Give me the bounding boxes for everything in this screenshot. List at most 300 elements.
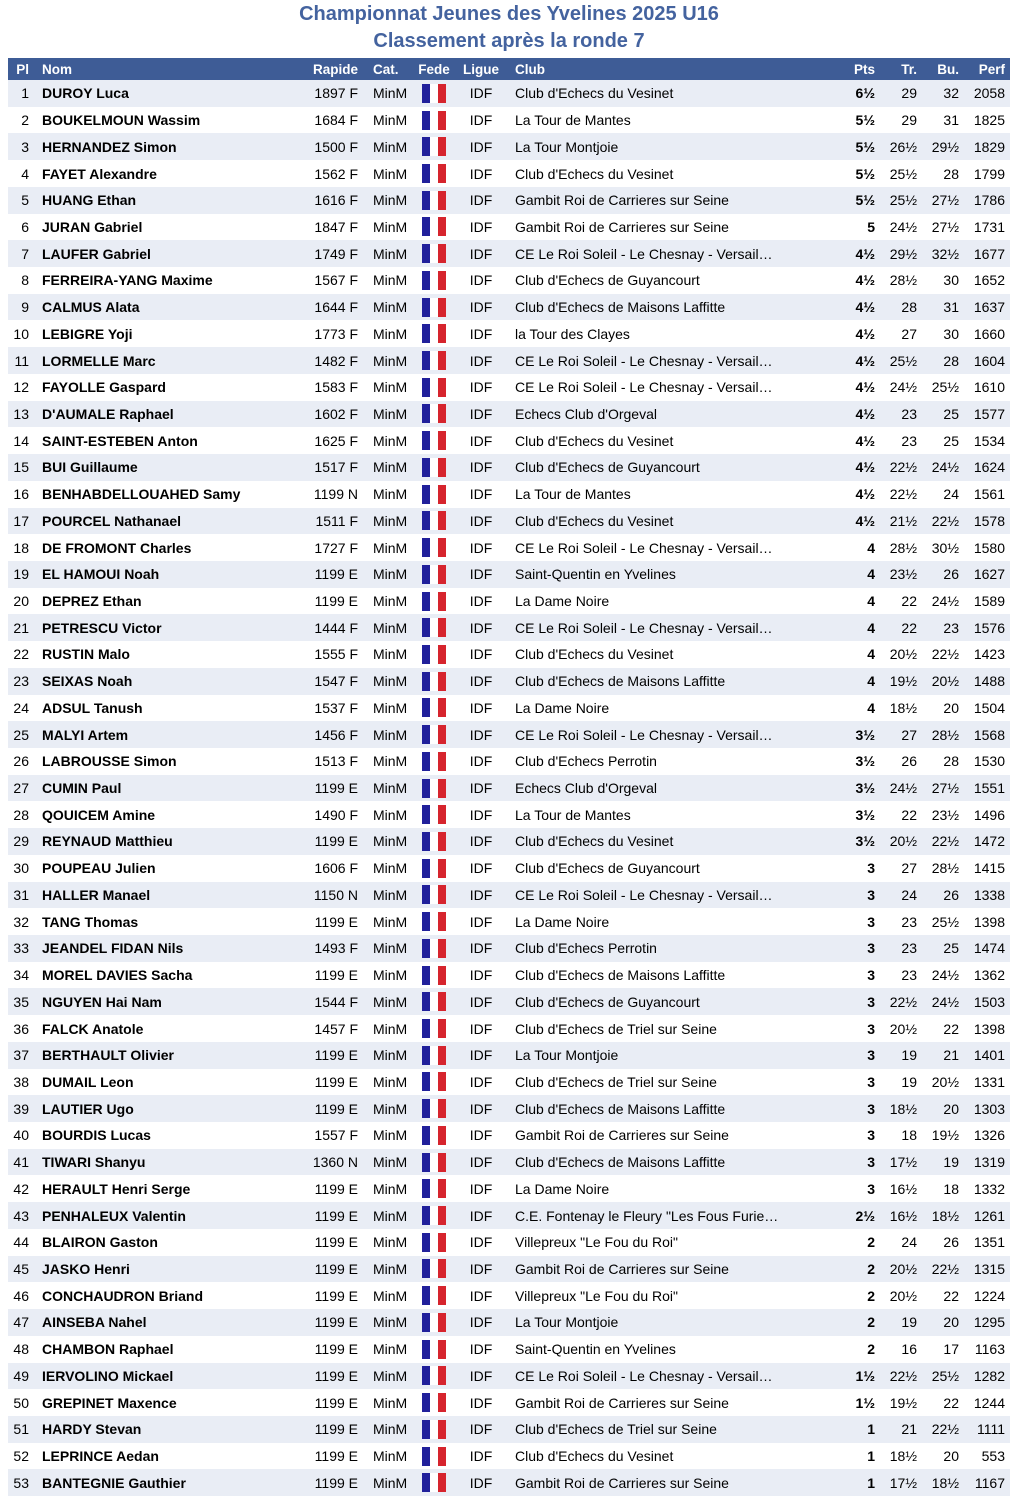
player-club: Gambit Roi de Carrieres sur Seine bbox=[515, 1394, 729, 1411]
france-flag-icon bbox=[422, 939, 446, 958]
player-tiebreak1: 23 bbox=[901, 432, 917, 449]
table-header-row bbox=[8, 58, 1010, 80]
col-header-league: Ligue bbox=[456, 58, 506, 80]
player-place: 40 bbox=[13, 1127, 29, 1144]
france-flag-icon bbox=[422, 966, 446, 985]
player-performance: 1589 bbox=[973, 593, 1005, 610]
player-tiebreak2: 20 bbox=[943, 1314, 959, 1331]
player-tiebreak2: 23½ bbox=[931, 806, 959, 823]
player-place: 19 bbox=[13, 566, 29, 583]
player-category: MinM bbox=[373, 699, 408, 716]
player-federation bbox=[412, 240, 456, 267]
player-place: 4 bbox=[21, 165, 29, 182]
player-performance: 1401 bbox=[973, 1047, 1005, 1064]
player-place: 38 bbox=[13, 1073, 29, 1090]
player-row bbox=[8, 107, 1010, 134]
col-header-tiebreak2: Bu. bbox=[922, 58, 964, 80]
player-category: MinM bbox=[373, 726, 408, 743]
player-place: 36 bbox=[13, 1020, 29, 1037]
france-flag-icon bbox=[422, 565, 446, 584]
player-name: DEPREZ Ethan bbox=[42, 593, 142, 610]
player-league: IDF bbox=[469, 753, 493, 770]
player-place: 25 bbox=[13, 726, 29, 743]
player-name: LEBIGRE Yoji bbox=[42, 325, 133, 342]
player-place: 50 bbox=[13, 1394, 29, 1411]
player-rating: 1199 E bbox=[314, 1421, 358, 1438]
player-club: Gambit Roi de Carrieres sur Seine bbox=[515, 1474, 729, 1491]
player-points: 3½ bbox=[855, 833, 875, 850]
player-performance: 1677 bbox=[973, 245, 1005, 262]
player-club: Club d'Echecs du Vesinet bbox=[515, 85, 674, 102]
player-row bbox=[8, 908, 1010, 935]
player-name: BOUKELMOUN Wassim bbox=[42, 112, 201, 129]
player-federation bbox=[412, 1069, 456, 1096]
player-tiebreak1: 22 bbox=[901, 806, 917, 823]
col-header-category: Cat. bbox=[360, 58, 412, 80]
player-category: MinM bbox=[373, 1100, 408, 1117]
player-performance: 1398 bbox=[973, 913, 1005, 930]
player-points: 3 bbox=[867, 1154, 875, 1171]
player-federation bbox=[412, 775, 456, 802]
player-name: DUROY Luca bbox=[42, 85, 129, 102]
player-tiebreak1: 16½ bbox=[889, 1180, 917, 1197]
player-tiebreak1: 23 bbox=[901, 405, 917, 422]
player-name: SAINT-ESTEBEN Anton bbox=[42, 432, 198, 449]
france-flag-icon bbox=[422, 538, 446, 557]
player-place: 48 bbox=[13, 1341, 29, 1358]
player-tiebreak2: 20½ bbox=[931, 1073, 959, 1090]
player-tiebreak2: 27½ bbox=[931, 780, 959, 797]
player-tiebreak1: 28½ bbox=[889, 272, 917, 289]
player-federation bbox=[412, 454, 456, 481]
player-tiebreak2: 18 bbox=[943, 1180, 959, 1197]
player-place: 8 bbox=[21, 272, 29, 289]
player-federation bbox=[412, 988, 456, 1015]
player-rating: 1199 E bbox=[314, 1073, 358, 1090]
player-performance: 1472 bbox=[973, 833, 1005, 850]
player-rating: 1513 F bbox=[314, 753, 358, 770]
player-row bbox=[8, 240, 1010, 267]
player-club: CE Le Roi Soleil - Le Chesnay - Versail… bbox=[515, 539, 773, 556]
player-federation bbox=[412, 1042, 456, 1069]
player-league: IDF bbox=[469, 1421, 493, 1438]
player-club: CE Le Roi Soleil - Le Chesnay - Versail… bbox=[515, 726, 773, 743]
player-row bbox=[8, 374, 1010, 401]
player-rating: 1625 F bbox=[314, 432, 358, 449]
player-rating: 1567 F bbox=[314, 272, 358, 289]
player-performance: 1224 bbox=[973, 1287, 1005, 1304]
player-performance: 1326 bbox=[973, 1127, 1005, 1144]
player-name: BUI Guillaume bbox=[42, 459, 138, 476]
player-league: IDF bbox=[469, 1100, 493, 1117]
player-tiebreak2: 22 bbox=[943, 1394, 959, 1411]
player-league: IDF bbox=[469, 379, 493, 396]
player-rating: 1517 F bbox=[314, 459, 358, 476]
player-place: 22 bbox=[13, 646, 29, 663]
player-category: MinM bbox=[373, 1367, 408, 1384]
player-tiebreak2: 22 bbox=[943, 1287, 959, 1304]
player-federation bbox=[412, 882, 456, 909]
player-club: La Tour Montjoie bbox=[515, 1047, 619, 1064]
player-league: IDF bbox=[469, 699, 493, 716]
player-category: MinM bbox=[373, 272, 408, 289]
player-points: 4½ bbox=[855, 405, 875, 422]
player-place: 17 bbox=[13, 512, 29, 529]
player-row bbox=[8, 187, 1010, 214]
player-category: MinM bbox=[373, 245, 408, 262]
player-tiebreak1: 22 bbox=[901, 593, 917, 610]
player-row bbox=[8, 508, 1010, 535]
player-row bbox=[8, 294, 1010, 321]
player-row bbox=[8, 1469, 1010, 1496]
player-tiebreak2: 26 bbox=[943, 1234, 959, 1251]
standings-body bbox=[8, 80, 1010, 1496]
player-name: BERTHAULT Olivier bbox=[42, 1047, 174, 1064]
player-rating: 1616 F bbox=[314, 192, 358, 209]
player-points: 4½ bbox=[855, 352, 875, 369]
player-performance: 1244 bbox=[973, 1394, 1005, 1411]
player-row bbox=[8, 427, 1010, 454]
player-performance: 1111 bbox=[976, 1421, 1005, 1438]
player-points: 4½ bbox=[855, 459, 875, 476]
player-rating: 1562 F bbox=[314, 165, 358, 182]
player-place: 34 bbox=[13, 967, 29, 984]
player-club: Club d'Echecs de Triel sur Seine bbox=[515, 1421, 717, 1438]
player-tiebreak2: 28 bbox=[943, 165, 959, 182]
player-category: MinM bbox=[373, 940, 408, 957]
france-flag-icon bbox=[422, 351, 446, 370]
player-club: Club d'Echecs de Guyancourt bbox=[515, 459, 700, 476]
player-league: IDF bbox=[469, 1073, 493, 1090]
player-tiebreak2: 32 bbox=[943, 85, 959, 102]
player-row bbox=[8, 988, 1010, 1015]
player-performance: 1319 bbox=[973, 1154, 1005, 1171]
player-name: NGUYEN Hai Nam bbox=[42, 993, 162, 1010]
player-place: 35 bbox=[13, 993, 29, 1010]
france-flag-icon bbox=[422, 912, 446, 931]
player-rating: 1897 F bbox=[314, 85, 358, 102]
player-points: 3 bbox=[867, 967, 875, 984]
player-performance: 1561 bbox=[973, 486, 1005, 503]
player-points: 4½ bbox=[855, 325, 875, 342]
player-place: 28 bbox=[13, 806, 29, 823]
player-points: 1 bbox=[867, 1448, 875, 1465]
player-league: IDF bbox=[469, 646, 493, 663]
player-league: IDF bbox=[469, 1314, 493, 1331]
player-points: 3 bbox=[867, 993, 875, 1010]
player-points: 5 bbox=[867, 218, 875, 235]
player-club: Club d'Echecs du Vesinet bbox=[515, 432, 674, 449]
player-tiebreak2: 22½ bbox=[931, 1421, 959, 1438]
player-performance: 1637 bbox=[973, 299, 1005, 316]
player-name: EL HAMOUI Noah bbox=[42, 566, 160, 583]
player-rating: 1749 F bbox=[314, 245, 358, 262]
player-rating: 1511 F bbox=[315, 512, 358, 529]
player-name: CONCHAUDRON Briand bbox=[42, 1287, 203, 1304]
player-tiebreak1: 29 bbox=[901, 112, 917, 129]
player-federation bbox=[412, 1095, 456, 1122]
player-points: 5½ bbox=[855, 165, 875, 182]
player-tiebreak2: 27½ bbox=[931, 218, 959, 235]
player-name: FALCK Anatole bbox=[42, 1020, 144, 1037]
player-name: FERREIRA-YANG Maxime bbox=[42, 272, 213, 289]
player-league: IDF bbox=[469, 566, 493, 583]
player-federation bbox=[412, 534, 456, 561]
player-tiebreak1: 19 bbox=[901, 1314, 917, 1331]
player-points: 4 bbox=[867, 593, 875, 610]
player-category: MinM bbox=[373, 753, 408, 770]
player-name: HERAULT Henri Serge bbox=[42, 1180, 191, 1197]
france-flag-icon bbox=[422, 645, 446, 664]
player-federation bbox=[412, 347, 456, 374]
player-row bbox=[8, 614, 1010, 641]
player-category: MinM bbox=[373, 1260, 408, 1277]
player-league: IDF bbox=[469, 1020, 493, 1037]
player-tiebreak1: 26½ bbox=[889, 138, 917, 155]
player-points: 1 bbox=[867, 1474, 875, 1491]
france-flag-icon bbox=[422, 1046, 446, 1065]
france-flag-icon bbox=[422, 1286, 446, 1305]
player-club: Club d'Echecs de Maisons Laffitte bbox=[515, 673, 726, 690]
player-performance: 1568 bbox=[973, 726, 1005, 743]
player-club: Club d'Echecs Perrotin bbox=[515, 753, 657, 770]
player-name: GREPINET Maxence bbox=[42, 1394, 177, 1411]
player-points: 4 bbox=[867, 646, 875, 663]
player-name: QOUICEM Amine bbox=[42, 806, 156, 823]
player-federation bbox=[412, 828, 456, 855]
player-performance: 1825 bbox=[973, 112, 1005, 129]
player-tiebreak2: 25 bbox=[943, 405, 959, 422]
player-name: POUPEAU Julien bbox=[42, 860, 156, 877]
player-category: MinM bbox=[373, 993, 408, 1010]
player-name: CALMUS Alata bbox=[42, 299, 140, 316]
player-points: 4 bbox=[867, 539, 875, 556]
player-performance: 1338 bbox=[973, 886, 1005, 903]
col-header-federation: Fede bbox=[412, 58, 456, 80]
player-tiebreak1: 22½ bbox=[889, 459, 917, 476]
player-row bbox=[8, 1363, 1010, 1390]
france-flag-icon bbox=[422, 431, 446, 450]
player-name: CHAMBON Raphael bbox=[42, 1341, 174, 1358]
france-flag-icon bbox=[422, 618, 446, 637]
player-row bbox=[8, 1416, 1010, 1443]
player-league: IDF bbox=[469, 940, 493, 957]
player-name: SEIXAS Noah bbox=[42, 673, 133, 690]
player-points: 2 bbox=[867, 1341, 875, 1358]
player-tiebreak2: 18½ bbox=[931, 1474, 959, 1491]
player-federation bbox=[412, 320, 456, 347]
player-league: IDF bbox=[469, 1047, 493, 1064]
player-league: IDF bbox=[469, 1448, 493, 1465]
player-row bbox=[8, 320, 1010, 347]
player-rating: 1444 F bbox=[314, 619, 358, 636]
player-points: 4½ bbox=[855, 245, 875, 262]
france-flag-icon bbox=[422, 1233, 446, 1252]
player-performance: 1362 bbox=[973, 967, 1005, 984]
player-row bbox=[8, 1282, 1010, 1309]
player-tiebreak2: 20 bbox=[943, 1448, 959, 1465]
player-performance: 1332 bbox=[973, 1180, 1005, 1197]
player-tiebreak2: 30 bbox=[943, 272, 959, 289]
player-club: CE Le Roi Soleil - Le Chesnay - Versail… bbox=[515, 379, 773, 396]
player-category: MinM bbox=[373, 218, 408, 235]
player-tiebreak1: 29½ bbox=[889, 245, 917, 262]
france-flag-icon bbox=[422, 1019, 446, 1038]
player-category: MinM bbox=[373, 325, 408, 342]
player-place: 3 bbox=[21, 138, 29, 155]
player-rating: 1199 E bbox=[314, 593, 358, 610]
player-points: 3 bbox=[867, 913, 875, 930]
france-flag-icon bbox=[422, 992, 446, 1011]
france-flag-icon bbox=[422, 1447, 446, 1466]
player-place: 32 bbox=[13, 913, 29, 930]
player-club: Club d'Echecs du Vesinet bbox=[515, 1448, 674, 1465]
player-league: IDF bbox=[469, 352, 493, 369]
player-rating: 1199 E bbox=[314, 1314, 358, 1331]
player-row bbox=[8, 214, 1010, 241]
player-federation bbox=[412, 481, 456, 508]
player-place: 18 bbox=[13, 539, 29, 556]
player-name: PENHALEUX Valentin bbox=[42, 1207, 186, 1224]
player-club: Gambit Roi de Carrieres sur Seine bbox=[515, 218, 729, 235]
player-federation bbox=[412, 133, 456, 160]
player-federation bbox=[412, 1015, 456, 1042]
player-tiebreak2: 28½ bbox=[931, 726, 959, 743]
player-points: 3 bbox=[867, 886, 875, 903]
france-flag-icon bbox=[422, 885, 446, 904]
player-federation bbox=[412, 1175, 456, 1202]
player-tiebreak2: 24½ bbox=[931, 593, 959, 610]
france-flag-icon bbox=[422, 1393, 446, 1412]
player-performance: 1652 bbox=[973, 272, 1005, 289]
player-name: BANTEGNIE Gauthier bbox=[42, 1474, 186, 1491]
france-flag-icon bbox=[422, 779, 446, 798]
player-row bbox=[8, 855, 1010, 882]
player-federation bbox=[412, 1256, 456, 1283]
player-points: 4½ bbox=[855, 486, 875, 503]
player-federation bbox=[412, 614, 456, 641]
player-category: MinM bbox=[373, 1127, 408, 1144]
player-category: MinM bbox=[373, 806, 408, 823]
player-federation bbox=[412, 1122, 456, 1149]
france-flag-icon bbox=[422, 1259, 446, 1278]
player-category: MinM bbox=[373, 1314, 408, 1331]
player-performance: 1303 bbox=[973, 1100, 1005, 1117]
france-flag-icon bbox=[422, 1099, 446, 1118]
player-tiebreak2: 25 bbox=[943, 940, 959, 957]
player-federation bbox=[412, 748, 456, 775]
player-row bbox=[8, 588, 1010, 615]
player-league: IDF bbox=[469, 486, 493, 503]
player-tiebreak1: 25½ bbox=[889, 192, 917, 209]
player-row bbox=[8, 1015, 1010, 1042]
player-tiebreak2: 18½ bbox=[931, 1207, 959, 1224]
player-rating: 1583 F bbox=[314, 379, 358, 396]
player-performance: 1261 bbox=[973, 1207, 1005, 1224]
france-flag-icon bbox=[422, 511, 446, 530]
player-club: La Tour Montjoie bbox=[515, 1314, 619, 1331]
player-performance: 1610 bbox=[973, 379, 1005, 396]
france-flag-icon bbox=[422, 1473, 446, 1492]
player-points: 1 bbox=[867, 1421, 875, 1438]
player-row bbox=[8, 828, 1010, 855]
player-row bbox=[8, 561, 1010, 588]
player-category: MinM bbox=[373, 112, 408, 129]
france-flag-icon bbox=[422, 1206, 446, 1225]
player-points: 3½ bbox=[855, 806, 875, 823]
player-place: 6 bbox=[21, 218, 29, 235]
player-place: 53 bbox=[13, 1474, 29, 1491]
player-tiebreak1: 18½ bbox=[889, 699, 917, 716]
player-rating: 1727 F bbox=[314, 539, 358, 556]
player-points: 3 bbox=[867, 1180, 875, 1197]
player-name: RUSTIN Malo bbox=[42, 646, 130, 663]
player-category: MinM bbox=[373, 833, 408, 850]
player-league: IDF bbox=[469, 138, 493, 155]
player-tiebreak2: 26 bbox=[943, 566, 959, 583]
player-league: IDF bbox=[469, 806, 493, 823]
player-tiebreak1: 19 bbox=[901, 1073, 917, 1090]
player-performance: 1282 bbox=[973, 1367, 1005, 1384]
player-tiebreak1: 19½ bbox=[889, 673, 917, 690]
player-rating: 1199 E bbox=[314, 1100, 358, 1117]
player-category: MinM bbox=[373, 459, 408, 476]
france-flag-icon bbox=[422, 592, 446, 611]
player-rating: 1199 E bbox=[314, 1341, 358, 1358]
player-category: MinM bbox=[373, 165, 408, 182]
player-tiebreak1: 17½ bbox=[889, 1154, 917, 1171]
player-row bbox=[8, 695, 1010, 722]
player-league: IDF bbox=[469, 165, 493, 182]
player-points: 1½ bbox=[855, 1367, 875, 1384]
col-header-performance: Perf bbox=[964, 58, 1010, 80]
france-flag-icon bbox=[422, 698, 446, 717]
player-performance: 1660 bbox=[973, 325, 1005, 342]
player-row bbox=[8, 668, 1010, 695]
france-flag-icon bbox=[422, 244, 446, 263]
player-category: MinM bbox=[373, 619, 408, 636]
player-tiebreak2: 28 bbox=[943, 753, 959, 770]
player-tiebreak2: 22½ bbox=[931, 833, 959, 850]
player-tiebreak1: 23 bbox=[901, 913, 917, 930]
player-performance: 1551 bbox=[973, 780, 1005, 797]
player-rating: 1555 F bbox=[314, 646, 358, 663]
player-tiebreak2: 21 bbox=[943, 1047, 959, 1064]
player-row bbox=[8, 401, 1010, 428]
player-performance: 1530 bbox=[973, 753, 1005, 770]
player-tiebreak1: 20½ bbox=[889, 1260, 917, 1277]
player-row bbox=[8, 454, 1010, 481]
player-row bbox=[8, 1095, 1010, 1122]
player-rating: 1199 E bbox=[314, 1474, 358, 1491]
player-name: JASKO Henri bbox=[42, 1260, 130, 1277]
player-performance: 1503 bbox=[973, 993, 1005, 1010]
player-club: CE Le Roi Soleil - Le Chesnay - Versail… bbox=[515, 245, 773, 262]
player-points: 2 bbox=[867, 1260, 875, 1277]
player-federation bbox=[412, 801, 456, 828]
player-league: IDF bbox=[469, 993, 493, 1010]
player-rating: 1606 F bbox=[314, 860, 358, 877]
player-club: La Dame Noire bbox=[515, 699, 610, 716]
player-club: CE Le Roi Soleil - Le Chesnay - Versail… bbox=[515, 352, 773, 369]
player-performance: 1604 bbox=[973, 352, 1005, 369]
france-flag-icon bbox=[422, 1340, 446, 1359]
player-club: La Tour de Mantes bbox=[515, 806, 631, 823]
player-name: LAUFER Gabriel bbox=[42, 245, 151, 262]
player-league: IDF bbox=[469, 886, 493, 903]
player-tiebreak2: 23 bbox=[943, 619, 959, 636]
france-flag-icon bbox=[422, 1366, 446, 1385]
